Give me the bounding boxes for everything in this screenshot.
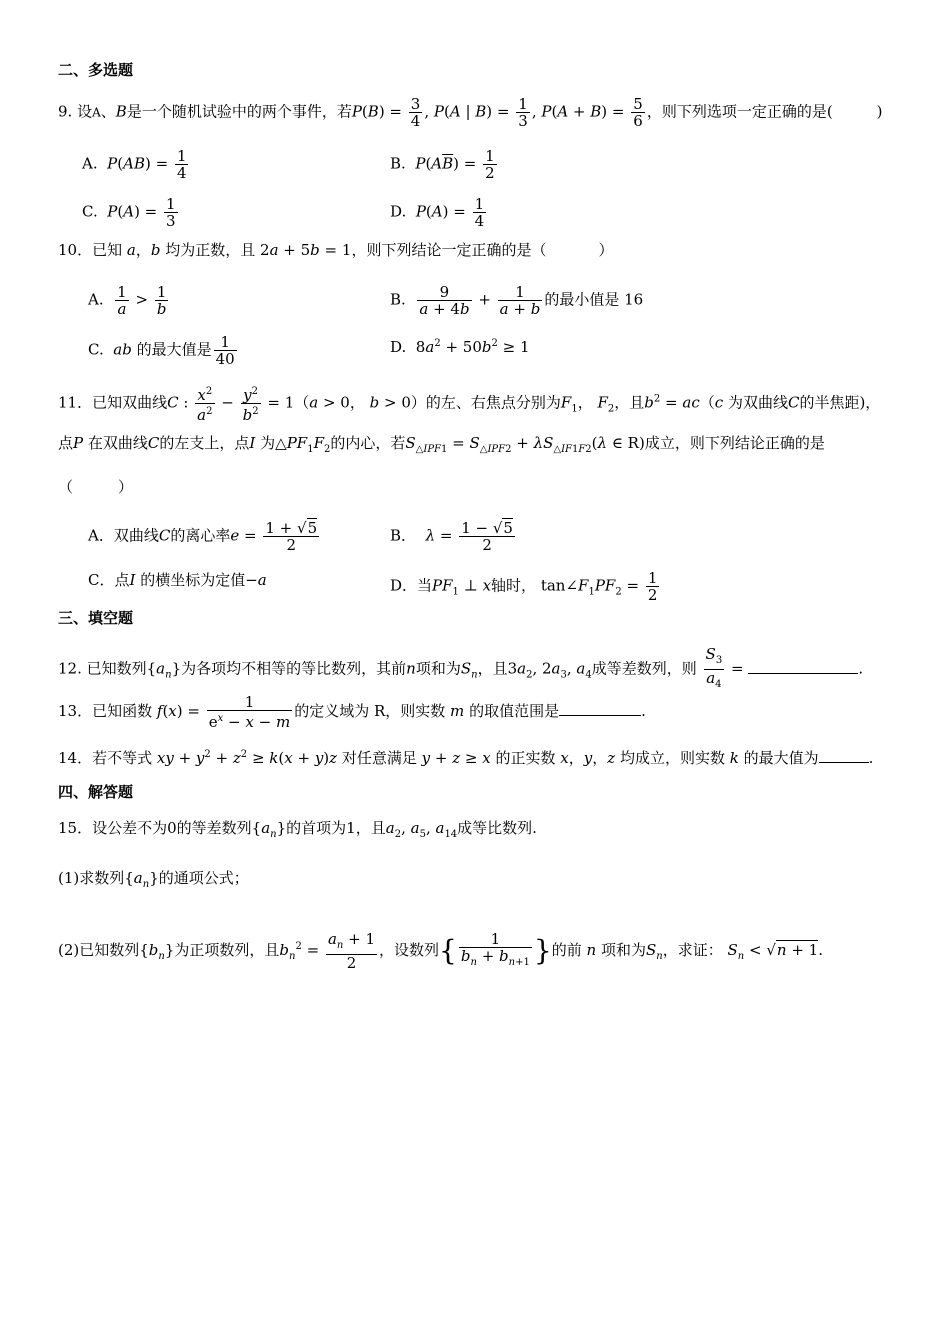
question-15-part-1: (1)求数列$\{a_n\}$的通项公式； (58, 869, 249, 890)
section-heading-fill-in: 三、填空题 (58, 609, 134, 627)
question-15-stem: 15．设公差不为0的等差数列$\{a_n\}$的首项为1，且$a_2$, $a_5$, $a_{14}$成等比数列. (58, 819, 537, 840)
question-15-part-2: (2)已知数列$\{b_n\}$为正项数列，且$b_n^2$ = $\frac{a_n + 1}{2}$ ，设数列{ $\frac{1}{b_n + b_{n+1}}$ }的前 n 项和为$S_n$，求证： $S_n < √n + 1$. (58, 930, 823, 972)
question-11-stem: 11．已知双曲线C : $\frac{x^2}{a^2}$ − $\frac{y^2}{b^2}$ = 1（a > 0， b > 0）的左、右焦点分别为$F_1$， $F_2$，且$b^2 = ac(c$ 为双曲线C的半焦距)， (58, 386, 881, 424)
q11-option-b[interactable]: B． λ = $\frac{1 - √5}{2}$ (390, 519, 513, 554)
q9-option-b[interactable]: B. $P(A\overline{B})$ = $\frac{1}{2}$ (390, 147, 495, 182)
q12-answer-blank[interactable] (748, 673, 858, 674)
section-heading-answer: 四、解答题 (58, 783, 134, 801)
question-14-stem: 14．若不等式 xy + $y^2 + z^2 \ge k(x + y)z$ 对任意满足 y + z ≥ x 的正实数 x，y，z 均成立，则实数 k 的最大值为 . (58, 749, 874, 767)
q10-option-c[interactable]: C. ab 的最大值是 $\frac{1}{40}$ (88, 333, 235, 368)
q11-option-c[interactable]: C．点I 的横坐标为定值−a (88, 571, 267, 589)
question-11-line-2: 点P 在双曲线C的左支上，点I 为$\triangle PF_1F_2$的内心，若$S_{\triangle IPF1} = S_{\triangle IPF2} + \lambda S_{\triangle IF1F2}(\lambda$ ∈ R)成立，则下列结论正确的是 (58, 434, 825, 455)
question-12-stem: 12. 已知数列$\{a_n\}$为各项均不相等的等比数列，其前n项和为$S_n$，且$3a_2$, $2a_3$, $a_4$成等差数列，则 $\frac{S_3}{a_4}$ = . (58, 645, 864, 690)
question-9-stem: 9. 设A、B是一个随机试验中的两个事件，若P(B) = $\frac{3}{4}$ , P(A | B) = $\frac{1}{3}$ , P(A + B) = $\frac{5}{6}$ ，则下列选项一定正确的是( ) (58, 95, 883, 130)
q10-option-d[interactable]: D. $8a^2 + 50b^2 \ge 1$ (390, 338, 530, 356)
q9-option-c[interactable]: C. P(A) = $\frac{1}{3}$ (82, 195, 176, 230)
q9-option-a[interactable]: A. P(AB) = $\frac{1}{4}$ (82, 147, 187, 182)
q13-answer-blank[interactable] (559, 715, 641, 716)
q14-answer-blank[interactable] (819, 762, 869, 763)
section-heading-multiple-choice: 二、多选题 (58, 61, 134, 79)
question-13-stem: 13．已知函数 f(x) = $\frac{1}{e^x - x - m}$ 的定义域为 R，则实数 m 的取值范围是 . (58, 693, 646, 731)
q10-option-a[interactable]: A. $\frac{1}{a}$ > $\frac{1}{b}$ (88, 283, 167, 318)
q11-option-a[interactable]: A．双曲线C的离心率e = $\frac{1 + √5}{2}$ (88, 519, 318, 554)
q10-option-b[interactable]: B. $\frac{9}{a + 4b}$ + $\frac{1}{a + b}$ 的最小值是 16 (390, 283, 644, 318)
question-11-answer-paren: （ ） (58, 478, 134, 496)
q11-option-d[interactable]: D．当$PF_1$ ⊥ x轴时， $\tan\angle F_1PF_2$ = $\frac{1}{2}$ (390, 569, 658, 604)
q9-option-d[interactable]: D. P(A) = $\frac{1}{4}$ (390, 195, 485, 230)
question-10-stem: 10．已知 a，b 均为正数，且 2a + 5b = 1，则下列结论一定正确的是（ ） (58, 241, 614, 259)
